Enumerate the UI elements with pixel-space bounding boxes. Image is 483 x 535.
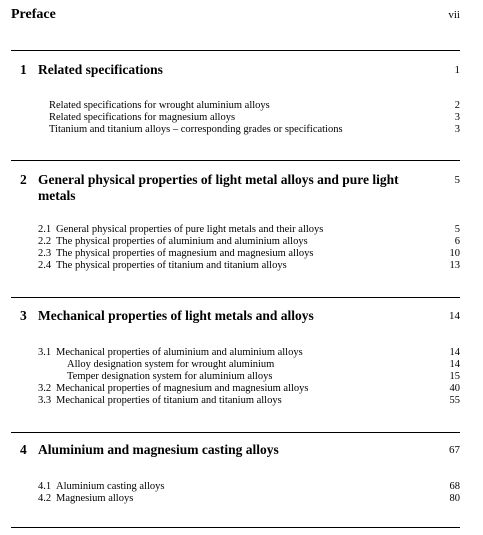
toc-entry xyxy=(38,260,287,272)
toc-entry-number: 3.3 xyxy=(38,395,52,406)
toc-entry-number: 3.1 xyxy=(38,347,52,358)
toc-entry-page: 5 xyxy=(454,224,460,235)
chapter-divider xyxy=(11,432,460,433)
toc-entry-text: The physical properties of aluminium and aluminium alloys xyxy=(56,236,308,247)
toc-entry xyxy=(49,124,343,136)
toc-entry-page: 6 xyxy=(454,236,460,247)
chapter-divider xyxy=(11,297,460,298)
toc-entry-page: 14 xyxy=(449,359,460,370)
toc-entry-text: Mechanical properties of aluminium and aluminium alloys xyxy=(56,347,303,358)
chapter-page-number: 67 xyxy=(449,444,460,456)
toc-entry-page: 3 xyxy=(454,112,460,123)
chapter-number: 1 xyxy=(20,62,27,77)
toc-entry-page: 15 xyxy=(449,371,460,382)
toc-entry-page: 68 xyxy=(449,481,460,492)
toc-entry xyxy=(49,100,270,112)
toc-entry-page: 14 xyxy=(449,347,460,358)
toc-entry-number: 2.2 xyxy=(38,236,52,247)
toc-entry-number: 4.1 xyxy=(38,481,52,492)
chapter-page-number: 14 xyxy=(449,310,460,322)
toc-entry xyxy=(38,383,309,395)
toc-entry-text: Titanium and titanium alloys – corresponding grades or specifications xyxy=(49,124,343,135)
toc-entry-text: Alloy designation system for wrought aluminium xyxy=(67,359,275,370)
toc-entry-text: Mechanical properties of magnesium and magnesium alloys xyxy=(56,383,309,394)
chapter-divider xyxy=(11,50,460,51)
chapter-number: 2 xyxy=(20,172,27,187)
toc-entry-text: Related specifications for wrought aluminium alloys xyxy=(49,100,270,111)
toc-entry-text: Temper designation system for aluminium alloys xyxy=(67,371,273,382)
chapter-number: 4 xyxy=(20,442,27,457)
toc-entry xyxy=(38,395,282,407)
toc-entry xyxy=(38,224,323,236)
toc-entry-page: 40 xyxy=(449,383,460,394)
toc-entry-page: 55 xyxy=(449,395,460,406)
toc-entry xyxy=(38,347,303,359)
toc-entry xyxy=(49,112,235,124)
toc-entry-number: 2.4 xyxy=(38,260,52,271)
preface-title: Preface xyxy=(11,7,56,22)
toc-entry xyxy=(67,371,272,383)
toc-entry-text: Related specifications for magnesium alloys xyxy=(49,112,236,123)
toc-entry-page: 3 xyxy=(454,124,460,135)
chapter-title: Aluminium and magnesium casting alloys xyxy=(38,442,279,457)
toc-entry-text: Aluminium casting alloys xyxy=(56,481,165,492)
toc-entry-text: Mechanical properties of titanium and titanium alloys xyxy=(56,395,282,406)
toc-entry xyxy=(67,359,274,371)
chapter-title: Related specifications xyxy=(38,62,163,77)
chapter-title: Mechanical properties of light metals and alloys xyxy=(38,308,314,323)
toc-entry xyxy=(38,493,133,505)
toc-entry-number: 3.2 xyxy=(38,383,52,394)
toc-entry-text: General physical properties of pure light metals and their alloys xyxy=(56,224,324,235)
chapter-number: 3 xyxy=(20,308,27,323)
toc-entry xyxy=(38,248,313,260)
toc-entry xyxy=(38,481,165,493)
toc-entry-page: 80 xyxy=(449,493,460,504)
toc-entry xyxy=(38,236,308,248)
chapter-title: General physical properties of light metal alloys and pure light metals xyxy=(38,172,399,203)
chapter-divider xyxy=(11,160,460,161)
chapter-page-number: 5 xyxy=(454,174,460,186)
toc-entry-text: The physical properties of titanium and titanium alloys xyxy=(56,260,287,271)
toc-entry-number: 2.3 xyxy=(38,248,52,259)
toc-entry-page: 10 xyxy=(449,248,460,259)
toc-entry-number: 2.1 xyxy=(38,224,52,235)
toc-entry-text: The physical properties of magnesium and magnesium alloys xyxy=(56,248,314,259)
toc-entry-number: 4.2 xyxy=(38,493,52,504)
chapter-divider xyxy=(11,527,460,528)
toc-entry-page: 2 xyxy=(454,100,460,111)
toc-entry-page: 13 xyxy=(449,260,460,271)
chapter-page-number: 1 xyxy=(454,64,460,76)
preface-page-number: vii xyxy=(448,9,460,21)
toc-entry-text: Magnesium alloys xyxy=(56,493,134,504)
